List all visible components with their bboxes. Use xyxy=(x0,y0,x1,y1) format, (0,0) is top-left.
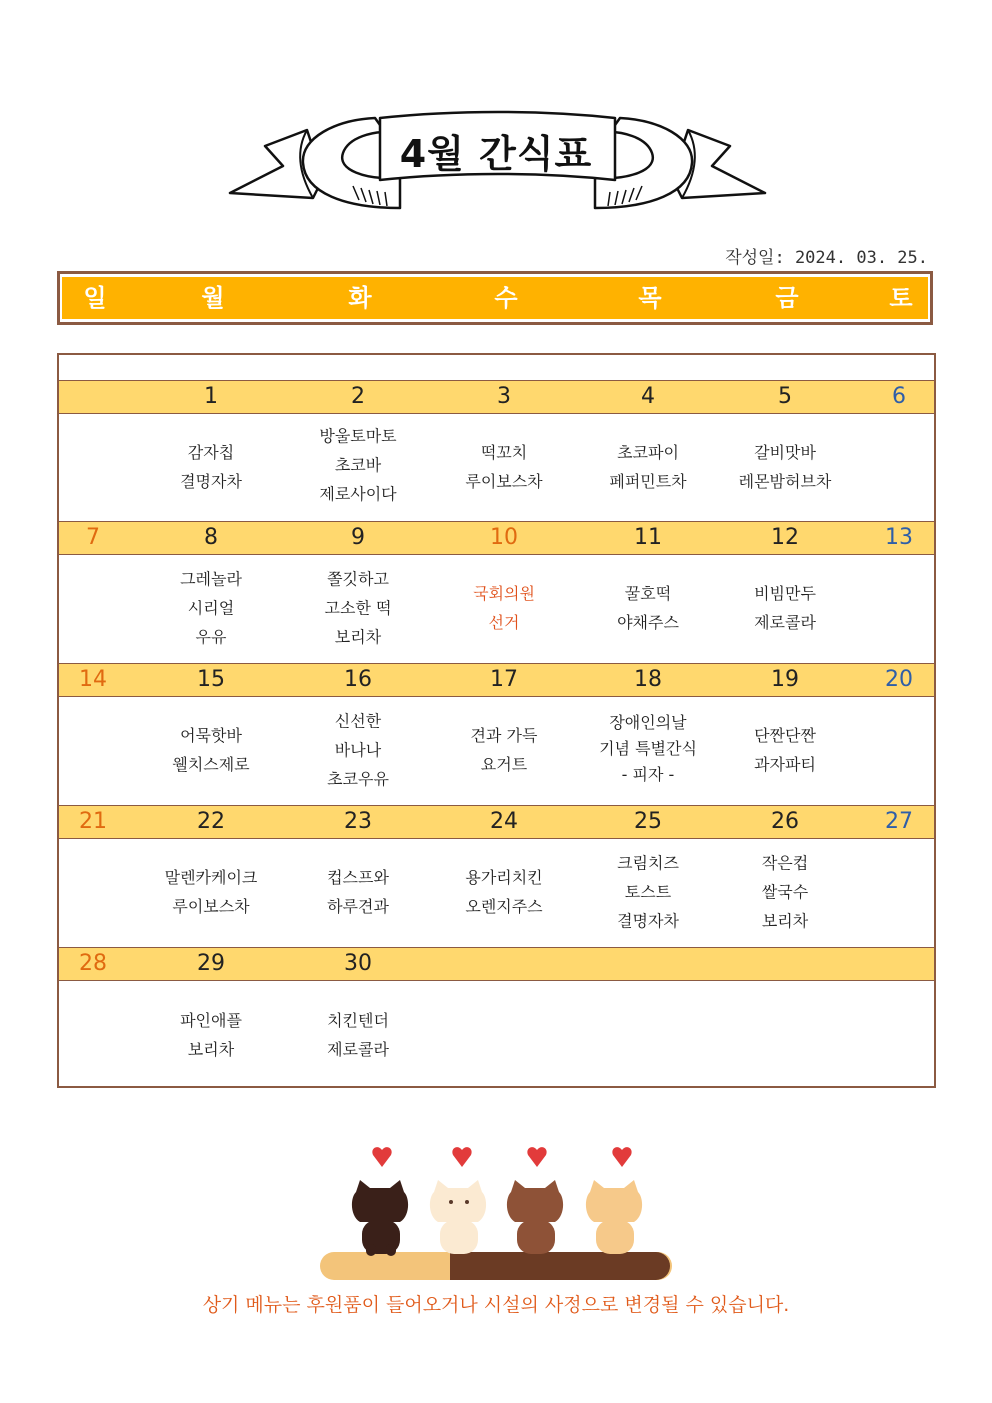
menu-item: 용가리치킨 xyxy=(465,868,543,887)
day-number: 12 xyxy=(771,525,799,550)
menu-item: 선거 xyxy=(488,613,520,632)
day-number: 29 xyxy=(197,951,225,976)
menu-item: 컵스프와 xyxy=(327,868,389,887)
menu-cell xyxy=(754,721,816,779)
menu-cell xyxy=(327,1006,389,1064)
cat-brown xyxy=(507,1180,563,1254)
menu-item: 결명자차 xyxy=(617,911,679,931)
cat-cream xyxy=(430,1180,486,1254)
day-number: 20 xyxy=(885,667,913,692)
menu-item: 초코우유 xyxy=(327,769,389,789)
menu-cell xyxy=(739,438,832,496)
weekday-tue: 화 xyxy=(348,284,372,312)
day-number: 2 xyxy=(351,384,365,409)
menu-item: 초코파이 xyxy=(617,443,679,462)
menu-cell xyxy=(165,863,258,921)
menu-cell xyxy=(172,721,249,779)
week-5-date-band xyxy=(59,947,934,981)
weekday-sat: 토 xyxy=(889,284,913,312)
menu-item: 하루견과 xyxy=(327,897,389,916)
day-number: 25 xyxy=(634,809,662,834)
menu-item: 제로콜라 xyxy=(754,613,816,632)
menu-item: 오렌지주스 xyxy=(465,897,543,916)
page-title: 4월 간식표 xyxy=(399,131,593,176)
week-2-date-band xyxy=(59,521,934,555)
day-number: 8 xyxy=(204,525,218,550)
weekday-header-fill xyxy=(62,277,928,319)
menu-item: 우유 xyxy=(195,627,227,647)
menu-cell xyxy=(754,579,816,637)
written-date: 작성일: 2024. 03. 25. xyxy=(725,248,928,268)
menu-item: 방울토마토 xyxy=(319,426,397,446)
menu-item: 고소한 떡 xyxy=(324,598,392,618)
menu-item: 견과 가득 xyxy=(470,726,538,745)
menu-cell xyxy=(465,863,542,921)
day-number: 15 xyxy=(197,667,225,692)
menu-item: 레몬밤허브차 xyxy=(738,472,832,491)
menu-item: 그레놀라 xyxy=(180,569,242,589)
menu-cell xyxy=(327,707,389,794)
menu-item: 토스트 xyxy=(624,882,672,902)
menu-item: 단짠단짠 xyxy=(754,726,816,745)
weekday-thu: 목 xyxy=(638,284,662,312)
menu-item: 말렌카케이크 xyxy=(164,868,258,887)
menu-item: 웰치스제로 xyxy=(172,755,250,774)
menu-cell xyxy=(465,438,542,496)
menu-item: 과자파티 xyxy=(754,755,816,774)
menu-item: 시리얼 xyxy=(187,598,235,618)
heart-icon xyxy=(372,1147,391,1167)
day-number: 3 xyxy=(497,384,511,409)
day-number: 28 xyxy=(79,951,107,976)
menu-item: 보리차 xyxy=(761,911,809,931)
day-number: 24 xyxy=(490,809,518,834)
menu-item: 보리차 xyxy=(334,627,382,647)
menu-item: 어묵핫바 xyxy=(180,726,242,745)
menu-item: 작은컵 xyxy=(761,853,809,873)
menu-item: 제로콜라 xyxy=(327,1040,389,1059)
weekday-sun: 일 xyxy=(83,284,107,312)
day-number: 21 xyxy=(79,809,107,834)
weekday-fri: 금 xyxy=(775,284,799,312)
menu-item: 요거트 xyxy=(480,755,528,774)
menu-item: 국회의원 xyxy=(473,584,535,603)
menu-item: 루이보스차 xyxy=(465,472,543,491)
day-number-holiday: 10 xyxy=(490,525,518,550)
week-4-date-band xyxy=(59,805,934,839)
menu-item: 크림치즈 xyxy=(617,853,679,873)
day-number: 5 xyxy=(778,384,792,409)
weekday-wed: 수 xyxy=(494,284,518,312)
menu-item: 갈비맛바 xyxy=(754,443,816,462)
day-number: 18 xyxy=(634,667,662,692)
menu-item: 바나나 xyxy=(334,740,382,760)
footer-notice: 상기 메뉴는 후원품이 들어오거나 시설의 사정으로 변경될 수 있습니다. xyxy=(202,1294,790,1316)
menu-cell xyxy=(180,565,242,652)
day-number: 26 xyxy=(771,809,799,834)
weekday-mon: 월 xyxy=(201,284,225,312)
day-number: 22 xyxy=(197,809,225,834)
cats-illustration xyxy=(318,1140,674,1285)
day-number: 19 xyxy=(771,667,799,692)
menu-cell xyxy=(180,1006,242,1064)
day-number: 17 xyxy=(490,667,518,692)
day-number: 1 xyxy=(204,384,218,409)
menu-item: 떡꼬치 xyxy=(480,443,528,462)
menu-item: 비빔만두 xyxy=(754,584,816,603)
menu-cell xyxy=(617,579,679,637)
day-number: 7 xyxy=(86,525,100,550)
menu-item: 파인애플 xyxy=(180,1011,242,1030)
heart-icon xyxy=(612,1147,631,1167)
menu-item: 제로사이다 xyxy=(319,484,397,504)
menu-item: 야채주스 xyxy=(617,613,679,632)
menu-item: 장애인의날 xyxy=(609,713,687,732)
menu-item: 결명자차 xyxy=(180,472,242,491)
menu-item: 꿀호떡 xyxy=(624,584,672,603)
cat-orange xyxy=(586,1180,642,1254)
menu-cell xyxy=(599,710,697,788)
day-number: 11 xyxy=(634,525,662,550)
menu-cell-holiday xyxy=(473,579,535,637)
menu-item: 쫄깃하고 xyxy=(327,569,389,589)
menu-cell xyxy=(319,422,396,509)
heart-icon xyxy=(452,1147,471,1167)
menu-item: 치킨텐더 xyxy=(327,1011,389,1030)
day-number: 6 xyxy=(892,384,906,409)
cat-dark xyxy=(352,1180,408,1256)
day-number: 27 xyxy=(885,809,913,834)
menu-item: 페퍼민트차 xyxy=(609,472,687,491)
menu-item: 쌀국수 xyxy=(761,882,809,902)
day-number: 14 xyxy=(79,667,107,692)
menu-item: 신선한 xyxy=(334,711,382,731)
menu-cell xyxy=(609,438,686,496)
day-number: 4 xyxy=(641,384,655,409)
week-1-date-band xyxy=(59,380,934,414)
menu-item: 감자칩 xyxy=(187,443,235,462)
menu-cell xyxy=(617,849,679,936)
week-3-date-band xyxy=(59,663,934,697)
day-number: 13 xyxy=(885,525,913,550)
menu-item: 초코바 xyxy=(334,455,382,475)
day-number: 16 xyxy=(344,667,372,692)
weekday-header xyxy=(57,271,933,325)
menu-item: 루이보스차 xyxy=(172,897,250,916)
menu-cell xyxy=(762,849,808,936)
day-number: 30 xyxy=(344,951,372,976)
menu-cell xyxy=(327,863,389,921)
heart-icon xyxy=(527,1147,546,1167)
day-number: 23 xyxy=(344,809,372,834)
day-number: 9 xyxy=(351,525,365,550)
menu-item: - 피자 - xyxy=(621,765,675,784)
menu-cell xyxy=(471,721,538,779)
menu-item: 보리차 xyxy=(187,1040,235,1059)
calendar-grid xyxy=(57,353,936,1088)
menu-item: 기념 특별간식 xyxy=(599,739,697,758)
menu-cell xyxy=(180,438,242,496)
menu-cell xyxy=(325,565,392,652)
